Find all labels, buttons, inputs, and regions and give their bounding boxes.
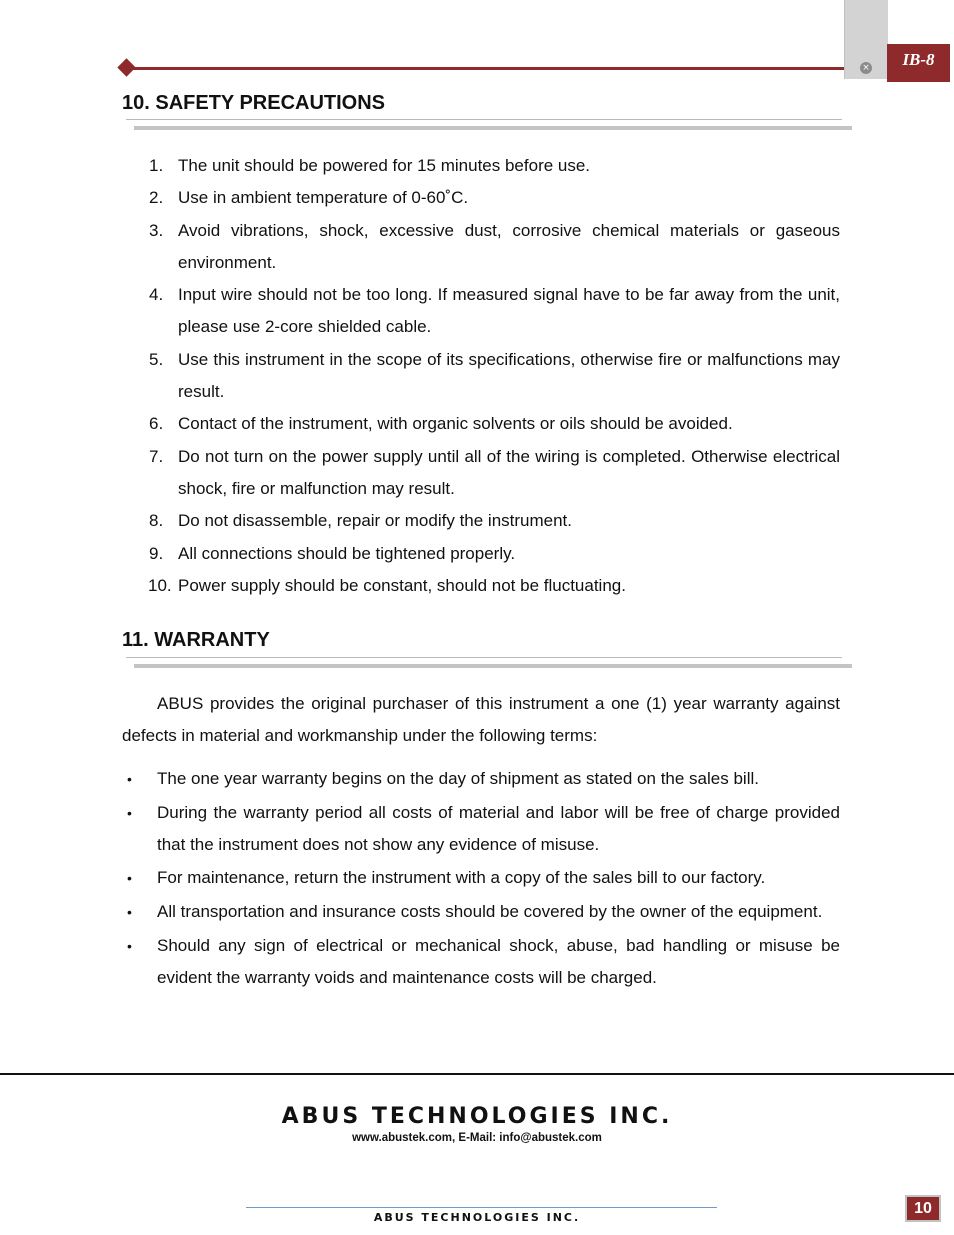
item-text: Use this instrument in the scope of its specifications, otherwise fire or malfunctions may result. bbox=[178, 349, 840, 402]
item-text: Avoid vibrations, shock, excessive dust, corrosive chemical materials or gaseous environment. bbox=[178, 220, 840, 272]
list-item bbox=[144, 538, 840, 570]
bullet-icon: • bbox=[127, 804, 132, 821]
item-number: 8. bbox=[149, 511, 164, 531]
item-number: 9. bbox=[149, 543, 164, 563]
item-text: The unit should be powered for 15 minutes before use. bbox=[178, 156, 591, 175]
close-icon: × bbox=[860, 62, 872, 74]
item-text: For maintenance, return the instrument with a copy of the sales bill to our factory. bbox=[157, 868, 766, 888]
heading-divider-bar bbox=[134, 664, 852, 668]
list-item bbox=[144, 344, 840, 409]
footer-rule bbox=[0, 1073, 954, 1075]
item-text: All transportation and insurance costs should be covered by the owner of the equipment. bbox=[157, 902, 823, 922]
heading-divider-bar bbox=[134, 126, 852, 130]
list-item bbox=[122, 896, 840, 928]
item-number: 1. bbox=[149, 156, 164, 175]
item-number: 10. bbox=[148, 575, 172, 595]
bullet-icon: • bbox=[127, 904, 132, 921]
warranty-heading: 11. WARRANTY bbox=[122, 629, 270, 651]
item-number: 4. bbox=[149, 285, 164, 305]
diamond-icon bbox=[117, 58, 135, 76]
item-number: 7. bbox=[149, 446, 164, 466]
bullet-icon: • bbox=[127, 771, 132, 787]
heading-divider bbox=[126, 657, 842, 658]
item-text: The one year warranty begins on the day of shipment as stated on the sales bill. bbox=[157, 769, 759, 788]
footer-company-name: ABUS TECHNOLOGIES INC. bbox=[373, 1211, 581, 1224]
safety-heading: 10. SAFETY PRECAUTIONS bbox=[122, 92, 386, 114]
item-number: 2. bbox=[149, 188, 164, 208]
item-number: 3. bbox=[149, 220, 164, 240]
contact-info: www.abustek.com, E-Mail: info@abustek.com bbox=[352, 1132, 602, 1144]
safety-list bbox=[144, 150, 840, 602]
item-text: Input wire should not be too long. If measured signal have to be far away from the unit, please use 2-core shielded cable. bbox=[178, 285, 840, 337]
warranty-intro: ABUS provides the original purchaser of this instrument a one (1) year warranty against defects in material and workmanship under the following terms: bbox=[122, 694, 840, 745]
bullet-icon: • bbox=[127, 870, 132, 887]
list-item bbox=[122, 862, 840, 894]
list-item bbox=[144, 441, 840, 506]
item-text: Do not turn on the power supply until all of the wiring is completed. Otherwise electrical shock, fire or malfunction may result. bbox=[178, 446, 840, 498]
header-rule bbox=[128, 67, 858, 70]
item-text: Contact of the instrument, with organic solvents or oils should be avoided. bbox=[178, 414, 733, 434]
list-item bbox=[122, 930, 840, 995]
heading-divider bbox=[126, 119, 842, 120]
footer-divider bbox=[246, 1207, 717, 1208]
list-item bbox=[122, 797, 840, 862]
warranty-terms-list bbox=[122, 763, 840, 996]
page-number: 10 bbox=[905, 1195, 941, 1222]
item-text: Use in ambient temperature of 0-60˚C. bbox=[178, 188, 469, 208]
bullet-icon: • bbox=[127, 937, 132, 954]
list-item bbox=[122, 763, 840, 795]
document-code-badge: IB-8 bbox=[887, 44, 950, 82]
company-name: ABUS TECHNOLOGIES INC. bbox=[281, 1104, 673, 1129]
item-text: All connections should be tightened properly. bbox=[178, 543, 516, 563]
list-item bbox=[144, 150, 840, 182]
list-item bbox=[144, 182, 840, 214]
list-item bbox=[144, 505, 840, 537]
item-number: 6. bbox=[149, 414, 164, 434]
item-text: Do not disassemble, repair or modify the instrument. bbox=[178, 511, 573, 531]
list-item bbox=[144, 408, 840, 440]
list-item bbox=[144, 215, 840, 280]
item-text: During the warranty period all costs of material and labor will be free of charge provided that the instrument does not show any evidence of misuse. bbox=[157, 802, 840, 854]
list-item bbox=[144, 279, 840, 344]
item-text: Power supply should be constant, should not be fluctuating. bbox=[178, 575, 626, 595]
list-item bbox=[144, 570, 840, 602]
item-text: Should any sign of electrical or mechanical shock, abuse, bad handling or misuse be evident the warranty voids and maintenance costs will be charged. bbox=[157, 935, 840, 987]
item-number: 5. bbox=[149, 349, 164, 369]
